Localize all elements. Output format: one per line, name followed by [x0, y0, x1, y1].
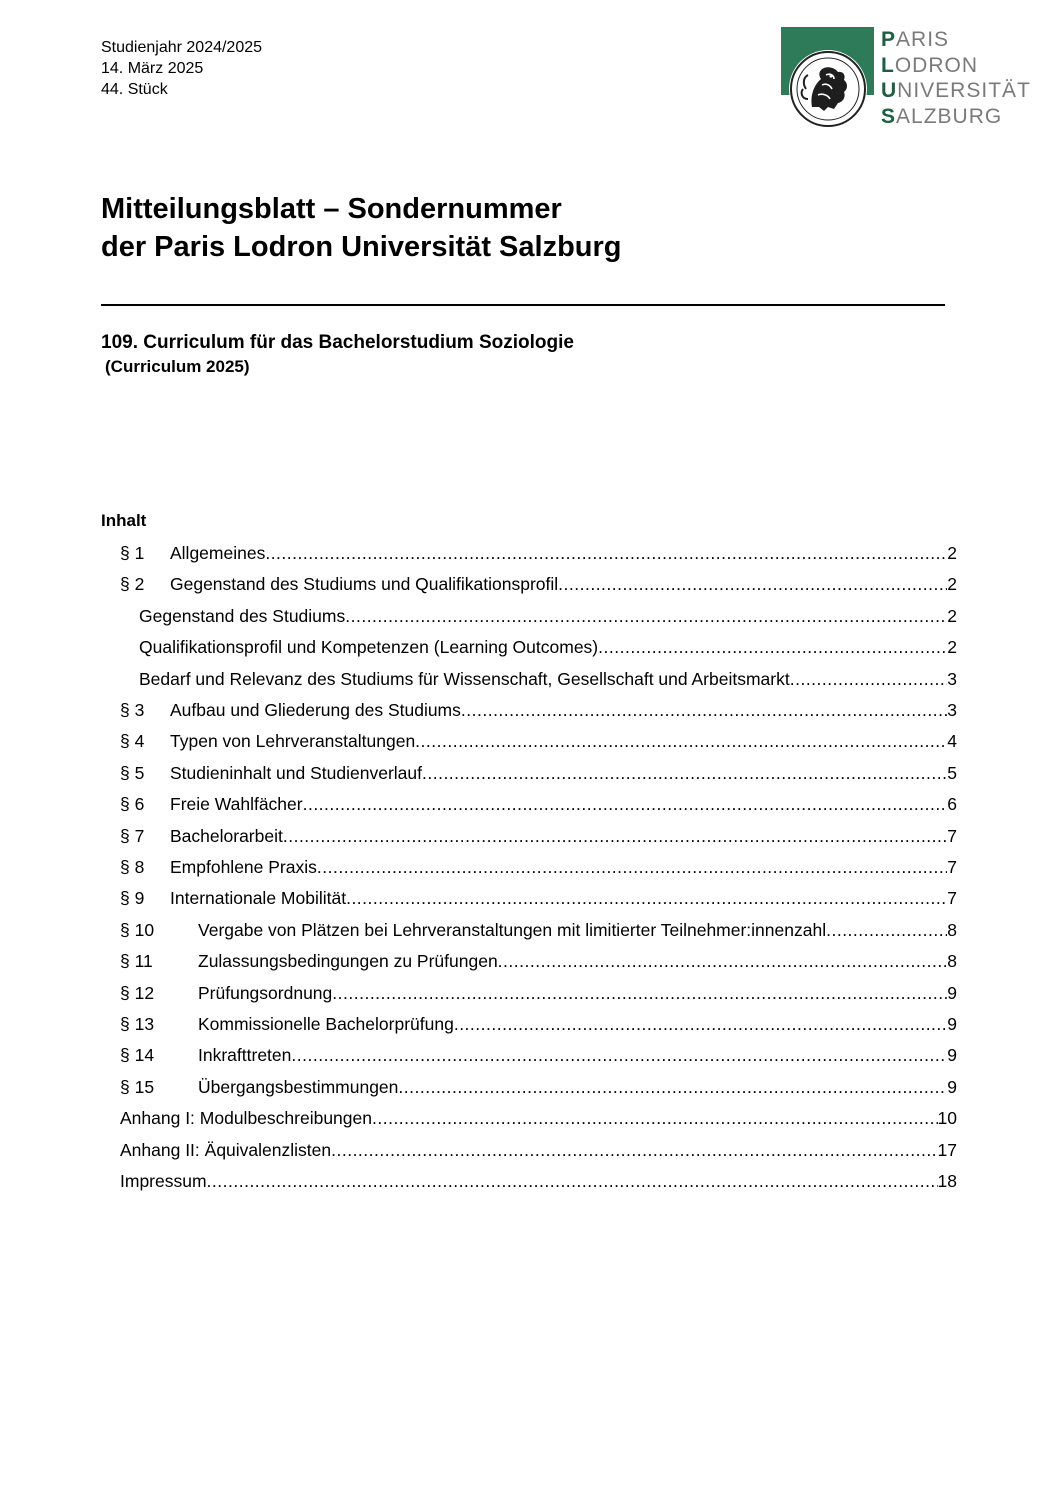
- toc-entry[interactable]: [120, 726, 957, 757]
- toc-entry-label: Gegenstand des Studiums: [139, 605, 346, 626]
- toc-entry-page: 8: [947, 951, 957, 972]
- logo-line: SALZBURG: [881, 104, 1003, 128]
- toc-entry-number: § 11: [120, 951, 153, 972]
- toc-entry-number: § 13: [120, 1014, 155, 1034]
- toc-entry[interactable]: [120, 1009, 957, 1040]
- toc-entry-number: § 9: [120, 888, 145, 909]
- toc-entry-label: Vergabe von Plätzen bei Lehrveranstaltungen mit limitierter Teilnehmer:innenzahl: [198, 919, 827, 940]
- toc-entry-label: Zulassungsbedingungen zu Prüfungen: [198, 951, 498, 972]
- toc-leader-dots: [422, 758, 947, 789]
- toc-entry-number: § 6: [120, 794, 145, 815]
- toc-entry-page: 7: [947, 825, 957, 846]
- toc-leader-dots: [345, 601, 947, 632]
- logo-line: PARIS: [881, 28, 950, 51]
- toc-entry-label: Typen von Lehrveranstaltungen: [170, 731, 416, 752]
- toc-leader-dots: [207, 1166, 938, 1197]
- toc-entry-number: § 10: [120, 919, 155, 940]
- title-line-1: Mitteilungsblatt – Sondernummer: [101, 193, 562, 225]
- toc-entry-page: 7: [947, 888, 957, 909]
- toc-entry[interactable]: [120, 1166, 957, 1197]
- toc-entry-number: § 2: [120, 574, 145, 595]
- toc-entry-number: § 15: [120, 1076, 155, 1097]
- toc-entry[interactable]: [120, 1072, 957, 1103]
- toc-entry[interactable]: [139, 632, 957, 663]
- toc-entry-label: Freie Wahlfächer: [170, 794, 303, 815]
- toc-entry[interactable]: [120, 569, 957, 600]
- toc-entry-page: 9: [947, 1076, 957, 1097]
- toc-entry-label: Bachelorarbeit: [170, 825, 283, 846]
- toc-entry-label: Internationale Mobilität: [170, 888, 347, 909]
- toc-leader-dots: [398, 1072, 947, 1103]
- toc-entry-number: § 7: [120, 825, 145, 846]
- toc-entry[interactable]: [120, 883, 957, 914]
- toc-entry-label: Übergangsbestimmungen: [198, 1076, 399, 1097]
- toc-entry-page: 6: [947, 794, 957, 815]
- toc-leader-dots: [415, 726, 947, 757]
- toc-leader-dots: [598, 632, 947, 663]
- toc-entry[interactable]: [139, 664, 957, 695]
- toc-entry-label: Bedarf und Relevanz des Studiums für Wissenschaft, Gesellschaft und Arbeitsmarkt: [139, 668, 790, 689]
- document-title: [101, 190, 622, 266]
- lion-seal-icon: [788, 49, 868, 129]
- toc-entry-page: 2: [947, 637, 957, 658]
- toc-entry-label: Gegenstand des Studiums und Qualifikationsprofil: [170, 574, 559, 595]
- toc-entry-label: Allgemeines: [170, 543, 266, 563]
- toc-entry[interactable]: [120, 789, 957, 820]
- toc-entry[interactable]: [120, 978, 957, 1009]
- toc-entry-number: § 8: [120, 857, 145, 877]
- academic-year: Studienjahr 2024/2025: [101, 39, 263, 56]
- logo-line: LODRON: [881, 53, 978, 77]
- toc-entry[interactable]: [120, 1135, 957, 1166]
- toc-entry-page: 2: [947, 543, 957, 563]
- toc-leader-dots: [346, 883, 947, 914]
- toc-entry-number: § 1: [120, 543, 145, 563]
- toc-entry[interactable]: [120, 821, 957, 852]
- toc-entry-number: § 4: [120, 731, 145, 752]
- curriculum-title: 109. Curriculum für das Bachelorstudium Soziologie: [101, 332, 574, 353]
- toc-entry-page: 3: [947, 700, 957, 720]
- toc-leader-dots: [303, 789, 948, 820]
- title-divider: [101, 304, 945, 306]
- toc-leader-dots: [265, 538, 947, 569]
- toc-leader-dots: [461, 695, 947, 726]
- toc-entry-page: 2: [947, 605, 957, 626]
- toc-entry-page: 17: [937, 1139, 957, 1160]
- toc-entry-page: 9: [947, 982, 957, 1003]
- toc-entry-label: Inkrafttreten: [198, 1045, 292, 1066]
- toc-entry[interactable]: [120, 915, 957, 946]
- title-line-2: der Paris Lodron Universität Salzburg: [101, 231, 622, 263]
- toc-entry-number: § 12: [120, 982, 155, 1003]
- toc-leader-dots: [317, 852, 947, 883]
- toc-entry-page: 7: [947, 857, 957, 877]
- toc-leader-dots: [372, 1103, 938, 1134]
- university-logo: [781, 27, 1041, 127]
- toc-entry-number: § 3: [120, 700, 145, 720]
- toc-entry-label: Anhang II: Äquivalenzlisten: [120, 1139, 332, 1160]
- toc-entry[interactable]: [139, 601, 957, 632]
- issue-info: [101, 37, 262, 100]
- toc-entry-label: Kommissionelle Bachelorprüfung: [198, 1014, 454, 1034]
- issue-date: 14. März 2025: [101, 60, 204, 77]
- logo-wordmark: [881, 27, 1031, 129]
- toc-entry-page: 2: [947, 574, 957, 595]
- toc-entry[interactable]: [120, 946, 957, 977]
- toc-entry-number: § 5: [120, 762, 145, 783]
- toc-entry-label: Impressum: [120, 1171, 207, 1191]
- toc-leader-dots: [790, 664, 948, 695]
- toc-entry-page: 9: [947, 1014, 957, 1034]
- toc-heading: Inhalt: [101, 511, 147, 530]
- toc-entry-page: 9: [947, 1045, 957, 1066]
- toc-entry-label: Prüfungsordnung: [198, 982, 333, 1003]
- toc-leader-dots: [332, 978, 947, 1009]
- logo-line: UNIVERSITÄT: [881, 79, 1031, 102]
- toc-entry-label: Studieninhalt und Studienverlauf: [170, 762, 422, 783]
- toc-entry-label: Aufbau und Gliederung des Studiums: [170, 700, 461, 720]
- toc-entry[interactable]: [120, 1040, 957, 1071]
- toc-entry-label: Empfohlene Praxis: [170, 857, 317, 877]
- curriculum-version: (Curriculum 2025): [105, 357, 250, 376]
- toc-leader-dots: [454, 1009, 947, 1040]
- issue-number: 44. Stück: [101, 81, 168, 98]
- toc-entry[interactable]: [120, 1103, 957, 1134]
- toc-entry[interactable]: [120, 695, 957, 726]
- toc-entry-page: 4: [947, 731, 957, 752]
- toc-leader-dots: [283, 821, 947, 852]
- toc-entry-number: § 14: [120, 1045, 155, 1066]
- toc-entry-label: Qualifikationsprofil und Kompetenzen (Learning Outcomes): [139, 637, 599, 658]
- toc-leader-dots: [498, 946, 948, 977]
- toc-leader-dots: [331, 1135, 937, 1166]
- toc-entry[interactable]: [120, 758, 957, 789]
- toc-entry-label: Anhang I: Modulbeschreibungen: [120, 1108, 372, 1129]
- toc-leader-dots: [291, 1040, 947, 1071]
- toc-entry[interactable]: [120, 852, 957, 883]
- toc-entry-page: 10: [937, 1108, 957, 1129]
- toc-leader-dots: [558, 569, 947, 600]
- toc-entry-page: 18: [937, 1171, 957, 1191]
- toc-entry-page: 3: [947, 668, 957, 689]
- toc-entry-page: 5: [947, 762, 957, 783]
- toc-entry-page: 8: [947, 919, 957, 940]
- toc-leader-dots: [826, 915, 947, 946]
- toc-entry[interactable]: [120, 538, 957, 569]
